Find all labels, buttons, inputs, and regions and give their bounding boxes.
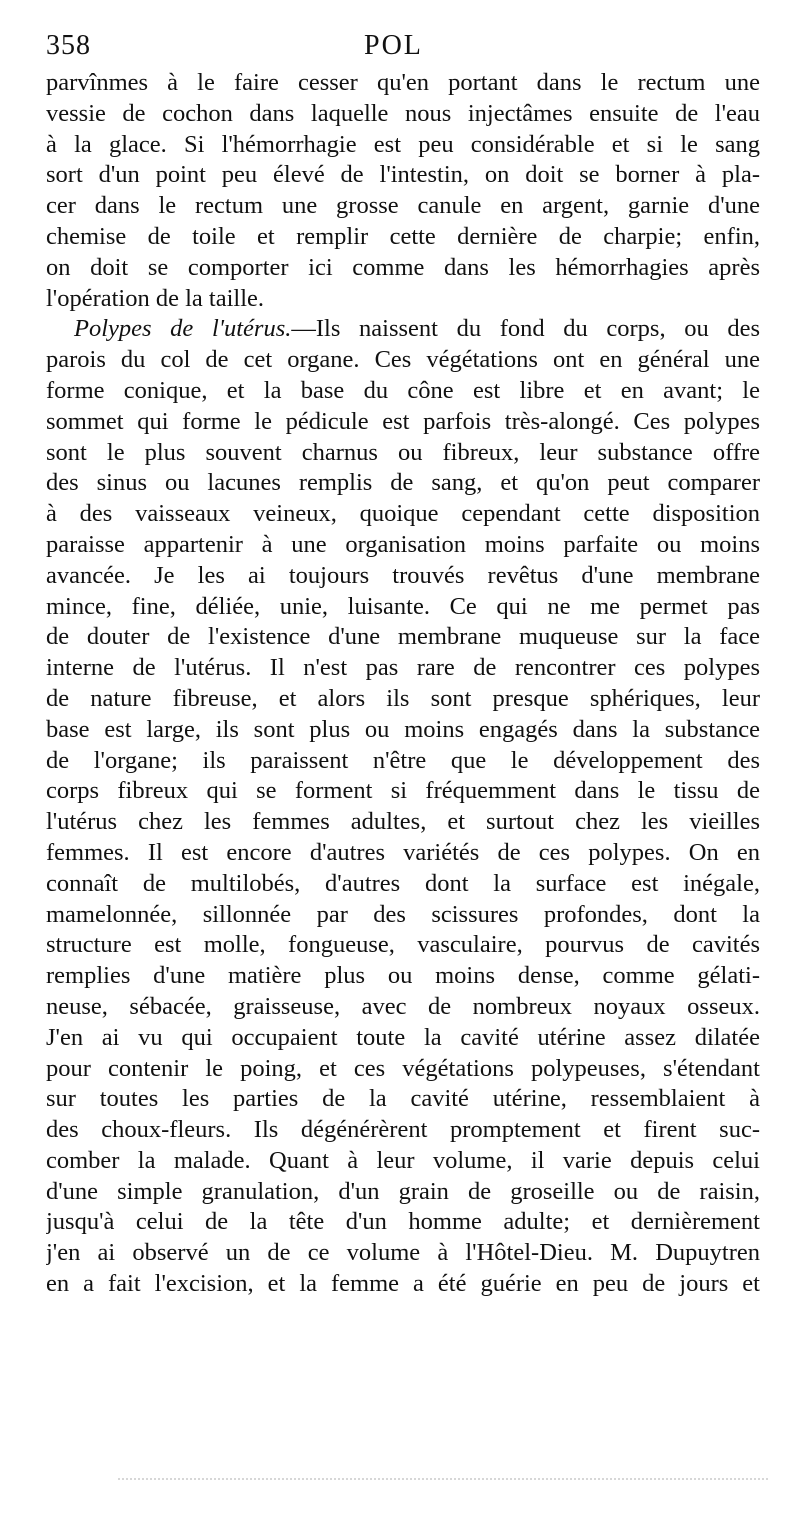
text-line: remplies d'une matière plus ou moins dense, comme gélati- xyxy=(46,962,760,990)
text-line: de douter de l'existence d'une membrane muqueuse sur la face xyxy=(46,623,760,651)
text-line: d'une simple granulation, d'un grain de groseille ou de raisin, xyxy=(46,1177,760,1205)
text-line: à des vaisseaux veineux, quoique cependant cette disposition xyxy=(46,500,760,528)
faint-bleed-through-marks xyxy=(118,1478,768,1490)
text-line: sur toutes les parties de la cavité utérine, ressemblaient à xyxy=(46,1085,760,1113)
text-line: sort d'un point peu élevé de l'intestin, on doit se borner à pla- xyxy=(46,161,760,189)
text-line: l'utérus chez les femmes adultes, et surtout chez les vieilles xyxy=(46,808,760,836)
text-line: à la glace. Si l'hémorrhagie est peu considérable et si le sang xyxy=(46,130,760,158)
text-line: mamelonnée, sillonnée par des scissures profondes, dont la xyxy=(46,900,760,928)
text-line: j'en ai observé un de ce volume à l'Hôtel-Dieu. M. Dupuytren xyxy=(46,1239,760,1267)
text-line: l'opération de la taille. xyxy=(46,284,265,312)
section-line xyxy=(46,314,760,345)
section-line-text: —Ils naissent du fond du corps, ou des xyxy=(291,315,760,343)
text-line: parois du col de cet organe. Ces végétations ont en général une xyxy=(46,346,760,374)
text-line: base est large, ils sont plus ou moins engagés dans la substance xyxy=(46,715,760,743)
text-line: femmes. Il est encore d'autres variétés de ces polypes. On en xyxy=(46,838,760,866)
text-line: structure est molle, fongueuse, vasculaire, pourvus de cavités xyxy=(46,931,760,959)
text-line: mince, fine, déliée, unie, luisante. Ce qui ne me permet pas xyxy=(46,592,760,620)
text-line: chemise de toile et remplir cette dernière de charpie; enfin, xyxy=(46,222,760,250)
text-line: des choux-fleurs. Ils dégénérèrent promptement et firent suc- xyxy=(46,1116,760,1144)
text-line: on doit se comporter ici comme dans les hémorrhagies après xyxy=(46,253,760,281)
text-line: corps fibreux qui se forment si fréquemment dans le tissu de xyxy=(46,777,760,805)
text-line: connaît de multilobés, d'autres dont la surface est inégale, xyxy=(46,869,760,897)
text-line: paraisse appartenir à une organisation moins parfaite ou moins xyxy=(46,530,760,558)
running-head: POL xyxy=(364,30,423,61)
text-line: jusqu'à celui de la tête d'un homme adulte; et dernièrement xyxy=(46,1208,760,1236)
text-line: avancée. Je les ai toujours trouvés revêtus d'une membrane xyxy=(46,561,760,589)
page-header xyxy=(46,30,760,70)
text-line: en a fait l'excision, et la femme a été guérie en peu de jours et xyxy=(46,1270,760,1298)
text-line: de nature fibreuse, et alors ils sont presque sphériques, leur xyxy=(46,684,760,712)
text-line: sont le plus souvent charnus ou fibreux, leur substance offre xyxy=(46,438,760,466)
text-line: des sinus ou lacunes remplis de sang, et qu'on peut comparer xyxy=(46,469,760,497)
body-text xyxy=(46,68,760,1300)
text-line: interne de l'utérus. Il n'est pas rare de rencontrer ces polypes xyxy=(46,654,760,682)
text-line: de l'organe; ils paraissent n'être que le développement des xyxy=(46,746,760,774)
text-line: sommet qui forme le pédicule est parfois très-alongé. Ces polypes xyxy=(46,407,760,435)
text-line: neuse, sébacée, graisseuse, avec de nombreux noyaux osseux. xyxy=(46,992,760,1020)
text-line: cer dans le rectum une grosse canule en argent, garnie d'une xyxy=(46,192,760,220)
text-line: vessie de cochon dans laquelle nous injectâmes ensuite de l'eau xyxy=(46,99,760,127)
page-number: 358 xyxy=(46,30,91,61)
text-line: parvînmes à le faire cesser qu'en portant dans le rectum une xyxy=(46,69,760,96)
section-heading: Polypes de l'utérus. xyxy=(74,315,292,343)
text-line: J'en ai vu qui occupaient toute la cavité utérine assez dilatée xyxy=(46,1023,760,1051)
text-line: forme conique, et la base du cône est libre et en avant; le xyxy=(46,376,760,404)
text-line: comber la malade. Quant à leur volume, il varie depuis celui xyxy=(46,1146,760,1174)
text-line: pour contenir le poing, et ces végétations polypeuses, s'étendant xyxy=(46,1054,760,1082)
